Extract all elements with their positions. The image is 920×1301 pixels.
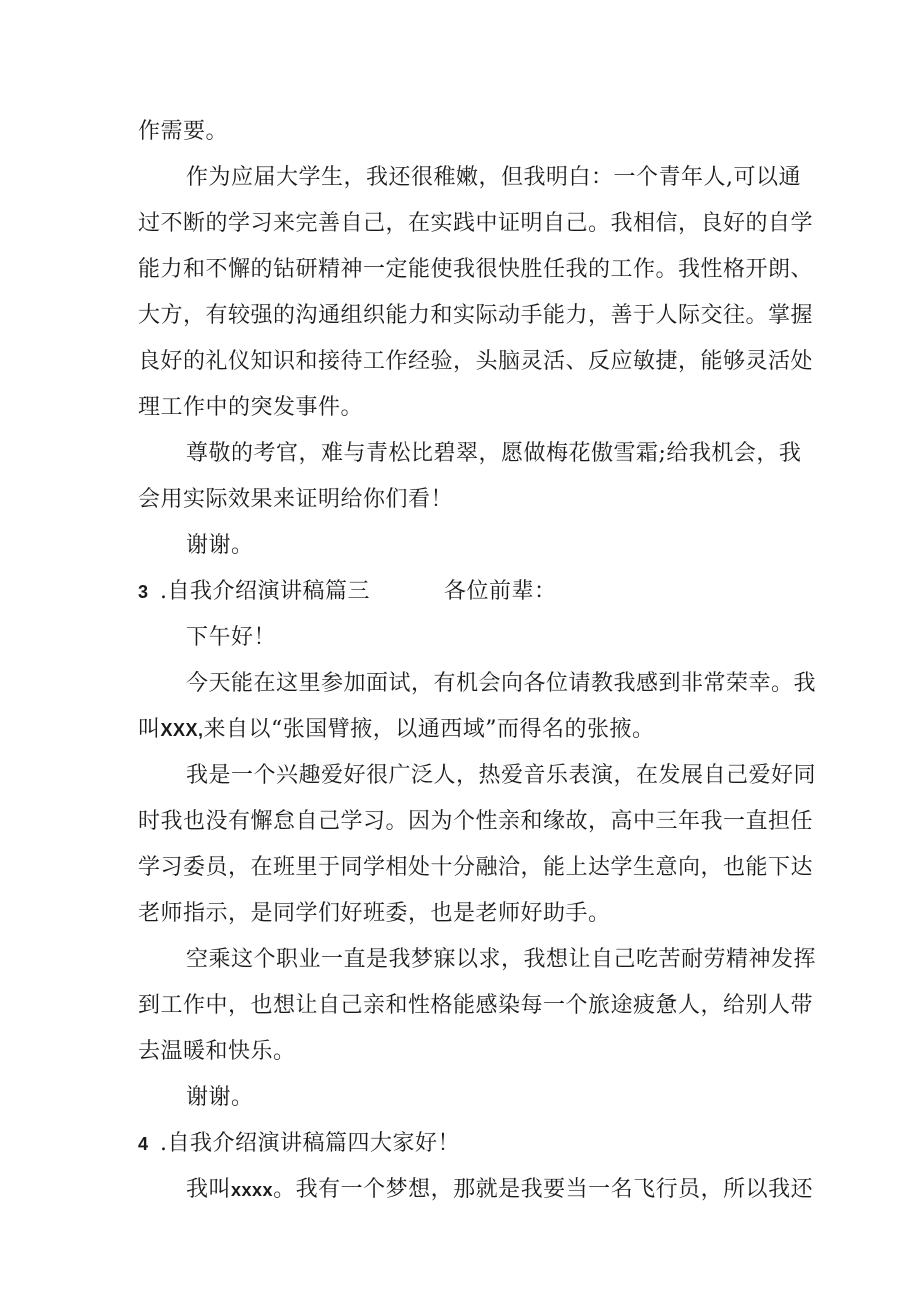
paragraph-line [186,1170,813,1210]
paragraph-line: 作需要。 [138,119,229,144]
paragraph-line: 会用实际效果来证明给你们看！ [138,487,454,512]
paragraph-line: 谢谢。 [186,533,254,558]
section-number: 4 [138,1134,149,1154]
paragraph-line: 到工作中，也想让自己亲和性格能感染每一个旅途疲惫人，给别人带 [138,993,814,1018]
paragraph-line: 尊敬的考官，难与青松比碧翠，愿做梅花傲雪霜;给我机会，我 [186,441,802,466]
text-segment: 叫 [138,717,161,742]
text-segment: 我叫 [186,1177,232,1202]
paragraph-line: 我是一个兴趣爱好很广泛人，热爱音乐表演，在发展自己爱好同 [186,763,817,788]
paragraph-line: 谢谢。 [186,1085,254,1110]
paragraph-line: 过不断的学习来完善自己，在实践中证明自己。我相信，良好的自学 [138,211,814,236]
paragraph-line: 理工作中的突发事件。 [138,395,364,420]
paragraph-line: 良好的礼仪知识和接待工作经验，头脑灵活、反应敏捷，能够灵活处 [138,349,814,374]
paragraph-line: 学习委员，在班里于同学相处十分融洽，能上达学生意向，也能下达 [138,855,814,880]
section-number: 3 [138,582,149,602]
text-segment: 来自以“张国臂掖，以通西域”而得名的张掖。 [203,717,655,742]
section-greeting: 各位前辈： [444,579,557,604]
section-heading-3 [138,572,557,612]
text-segment: 。我有一个梦想，那就是我要当一名飞行员，所以我还 [273,1177,814,1202]
paragraph-line: 下午好！ [186,625,277,650]
paragraph-line: 老师指示，是同学们好班委，也是老师好助手。 [138,901,611,926]
paragraph-line [138,710,655,750]
name-placeholder: xxxx [231,1180,274,1200]
paragraph-line: 能力和不懈的钻研精神一定能使我很快胜任我的工作。我性格开朗、 [138,257,814,282]
paragraph-line: 去温暖和快乐。 [138,1039,296,1064]
paragraph-line: 时我也没有懈怠自己学习。因为个性亲和缘故，高中三年我一直担任 [138,809,814,834]
paragraph-line: 今天能在这里参加面试，有机会向各位请教我感到非常荣幸。我 [186,671,817,696]
paragraph-line: 空乘这个职业一直是我梦寐以求，我想让自己吃苦耐劳精神发挥 [186,947,817,972]
section-heading-4 [138,1124,460,1164]
name-placeholder: XXX, [160,720,204,740]
paragraph-line: 作为应届大学生，我还很稚嫩，但我明白：一个青年人,可以通 [186,165,801,190]
paragraph-line: 大方，有较强的沟通组织能力和实际动手能力，善于人际交往。掌握 [138,303,814,328]
section-title: .自我介绍演讲稿篇四大家好！ [160,1131,460,1156]
section-title: .自我介绍演讲稿篇三 [160,579,370,604]
